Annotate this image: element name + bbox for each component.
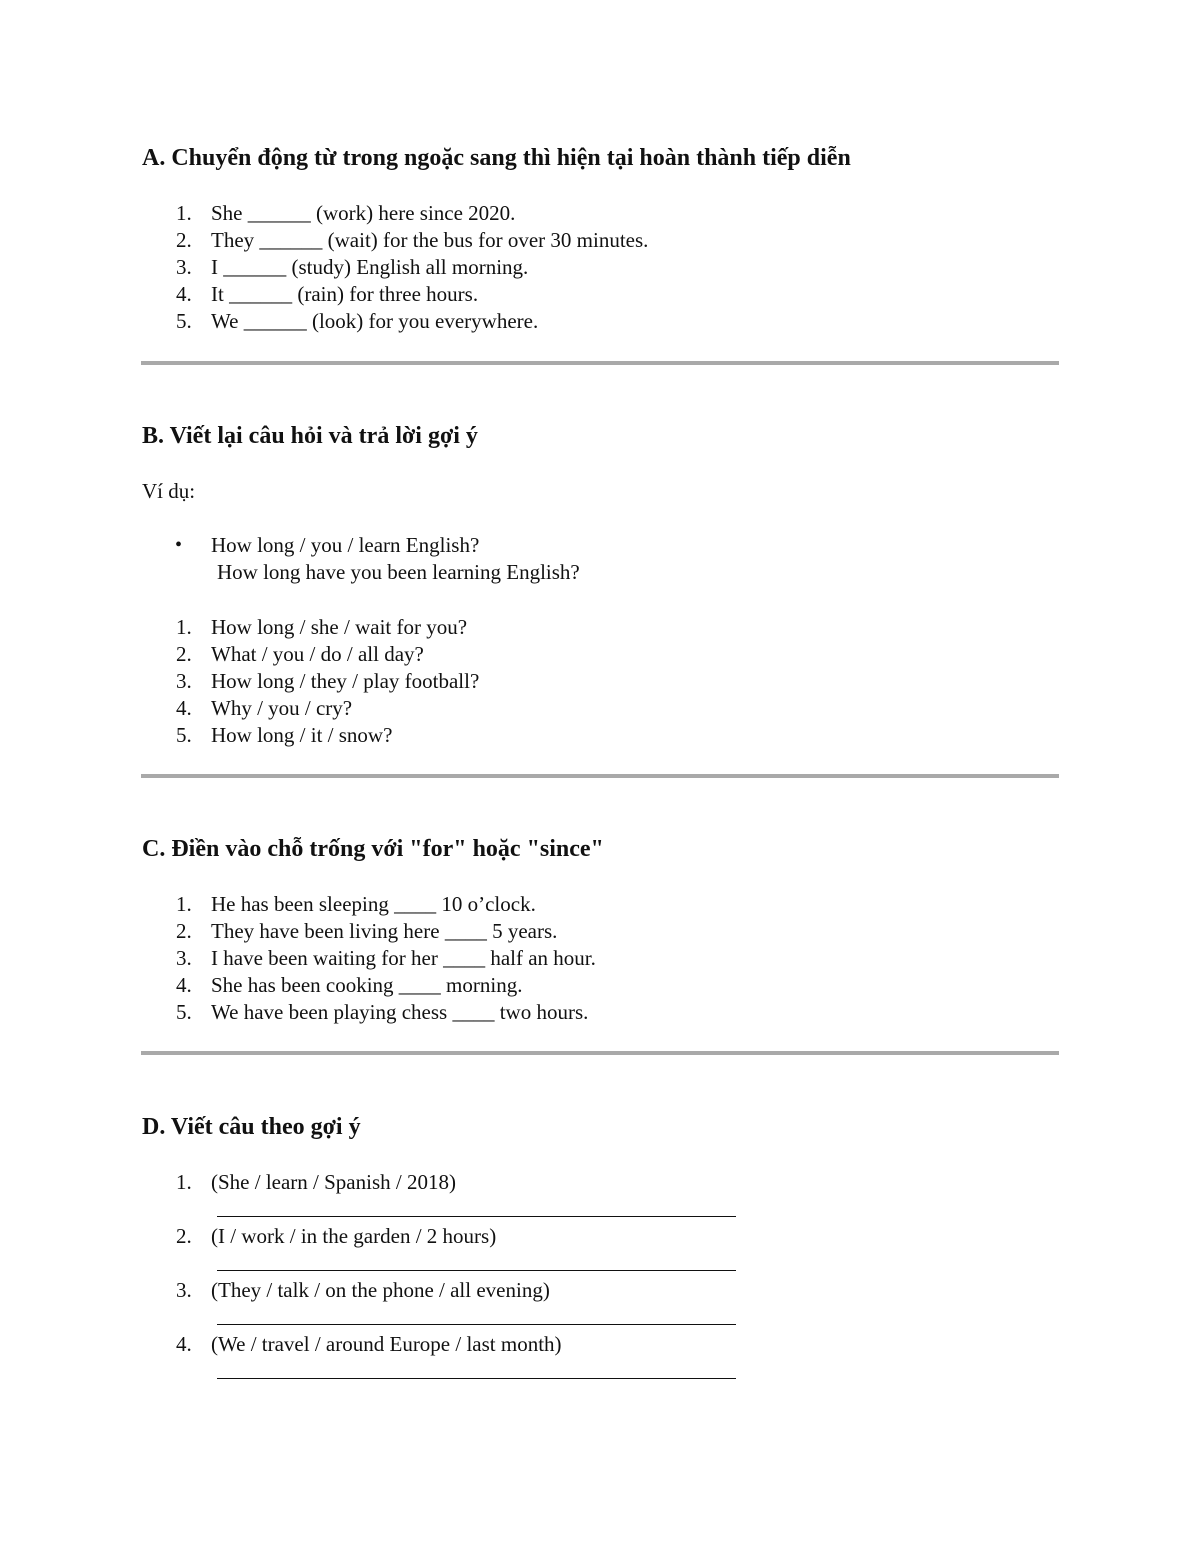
item-number: 1.: [176, 615, 192, 639]
item-number: 3.: [176, 946, 192, 970]
item-number: 4.: [176, 282, 192, 306]
item-text: Why / you / cry?: [211, 696, 353, 720]
item-text: They have been living here ____ 5 years.: [211, 919, 558, 943]
item-text: How long / it / snow?: [211, 723, 393, 747]
item-number: 4.: [176, 1332, 192, 1356]
item-text: She ______ (work) here since 2020.: [211, 201, 516, 225]
example-question: How long / you / learn English?: [211, 533, 480, 557]
answer-line[interactable]: [217, 1358, 736, 1379]
answer-line[interactable]: [217, 1304, 736, 1325]
item-number: 1.: [176, 1170, 192, 1194]
section-b-title: B. Viết lại câu hỏi và trả lời gợi ý: [142, 423, 478, 449]
item-number: 2.: [176, 1224, 192, 1248]
item-number: 4.: [176, 973, 192, 997]
item-number: 1.: [176, 201, 192, 225]
item-number: 3.: [176, 255, 192, 279]
item-text: They ______ (wait) for the bus for over 30 minutes.: [211, 228, 649, 252]
item-number: 5.: [176, 723, 192, 747]
item-text: She has been cooking ____ morning.: [211, 973, 523, 997]
item-number: 2.: [176, 919, 192, 943]
example-label: Ví dụ:: [142, 479, 196, 503]
item-text: We have been playing chess ____ two hours.: [211, 1000, 589, 1024]
answer-line[interactable]: [217, 1250, 736, 1271]
item-number: 4.: [176, 696, 192, 720]
item-number: 5.: [176, 1000, 192, 1024]
item-text: I ______ (study) English all morning.: [211, 255, 529, 279]
item-number: 3.: [176, 1278, 192, 1302]
item-number: 1.: [176, 892, 192, 916]
item-text: I have been waiting for her ____ half an hour.: [211, 946, 596, 970]
item-text: It ______ (rain) for three hours.: [211, 282, 479, 306]
section-divider: [141, 1051, 1059, 1055]
section-d-title: D. Viết câu theo gợi ý: [142, 1114, 361, 1140]
answer-line[interactable]: [217, 1196, 736, 1217]
item-number: 5.: [176, 309, 192, 333]
section-divider: [141, 361, 1059, 365]
example-answer: How long have you been learning English?: [217, 560, 580, 584]
item-text: (They / talk / on the phone / all evening): [211, 1278, 550, 1302]
item-text: How long / she / wait for you?: [211, 615, 468, 639]
item-text: (We / travel / around Europe / last month): [211, 1332, 562, 1356]
item-text: (She / learn / Spanish / 2018): [211, 1170, 456, 1194]
item-number: 2.: [176, 642, 192, 666]
item-text: He has been sleeping ____ 10 o’clock.: [211, 892, 536, 916]
bullet-icon: •: [175, 534, 183, 556]
item-text: We ______ (look) for you everywhere.: [211, 309, 539, 333]
item-number: 3.: [176, 669, 192, 693]
section-c-title: C. Điền vào chỗ trống với "for" hoặc "since": [142, 836, 604, 862]
item-text: What / you / do / all day?: [211, 642, 424, 666]
section-a-title: A. Chuyển động từ trong ngoặc sang thì hiện tại hoàn thành tiếp diễn: [142, 145, 851, 171]
section-divider: [141, 774, 1059, 778]
item-number: 2.: [176, 228, 192, 252]
item-text: (I / work / in the garden / 2 hours): [211, 1224, 497, 1248]
item-text: How long / they / play football?: [211, 669, 480, 693]
